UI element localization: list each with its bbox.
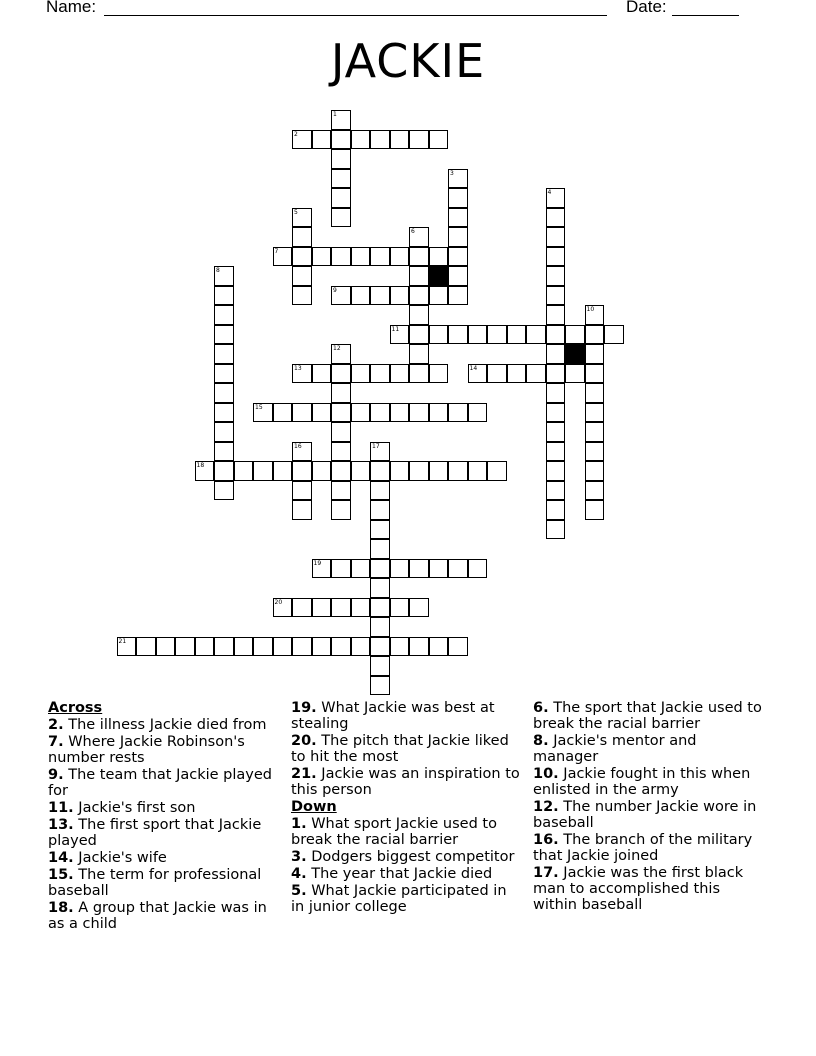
grid-cell[interactable]	[331, 188, 351, 208]
grid-cell[interactable]	[214, 344, 234, 364]
grid-cell[interactable]	[370, 539, 390, 559]
grid-cell[interactable]	[468, 461, 488, 481]
grid-cell[interactable]	[351, 364, 371, 384]
cell-number: 16	[294, 442, 302, 450]
cell-number: 21	[118, 637, 127, 645]
grid-cell[interactable]	[546, 227, 566, 247]
grid-cell[interactable]	[370, 130, 390, 150]
grid-cell[interactable]	[331, 247, 351, 267]
grid-cell[interactable]	[448, 325, 468, 345]
grid-cell[interactable]	[331, 364, 351, 384]
cell-number: 8	[216, 267, 220, 274]
grid-cell[interactable]	[546, 500, 566, 520]
grid-cell[interactable]	[331, 500, 351, 520]
clue-down-3: 3. Dodgers biggest competitor	[291, 849, 515, 865]
grid-cell[interactable]	[331, 442, 351, 462]
grid-cell[interactable]	[351, 559, 371, 579]
grid-cell[interactable]	[546, 266, 566, 286]
grid-cell[interactable]	[448, 208, 468, 228]
grid-cell[interactable]	[370, 676, 390, 696]
grid-cell[interactable]	[409, 325, 429, 345]
clue-column-2	[291, 700, 521, 916]
grid-cell[interactable]	[214, 403, 234, 423]
grid-cell[interactable]	[351, 637, 371, 657]
grid-cell[interactable]	[312, 637, 332, 657]
grid-cell[interactable]	[507, 325, 527, 345]
cell-number: 14	[469, 364, 478, 372]
grid-cell[interactable]	[409, 598, 429, 618]
grid-cell[interactable]	[351, 598, 371, 618]
grid-cell[interactable]	[351, 461, 371, 481]
grid-cell[interactable]	[331, 481, 351, 501]
clue-across-11: 11. Jackie's first son	[48, 800, 196, 816]
clue-down-16: 16. The branch of the military that Jackie joined	[533, 832, 753, 864]
grid-cell[interactable]	[585, 461, 605, 481]
grid-cell[interactable]	[331, 461, 351, 481]
grid-cell[interactable]	[292, 500, 312, 520]
page-title: JACKIE	[330, 34, 486, 88]
grid-cell[interactable]	[448, 286, 468, 306]
grid-cell[interactable]	[370, 403, 390, 423]
grid-cell[interactable]	[409, 130, 429, 150]
grid-cell[interactable]	[370, 637, 390, 657]
clue-across-21: 21. Jackie was an inspiration to this person	[291, 766, 520, 798]
grid-cell[interactable]	[546, 422, 566, 442]
grid-cell[interactable]	[351, 286, 371, 306]
grid-cell[interactable]	[448, 461, 468, 481]
grid-cell[interactable]	[214, 422, 234, 442]
grid-cell[interactable]	[390, 247, 410, 267]
grid-cell[interactable]	[214, 637, 234, 657]
grid-cell[interactable]	[390, 130, 410, 150]
clue-down-1: 1. What sport Jackie used to break the racial barrier	[291, 816, 497, 848]
grid-cell[interactable]	[214, 461, 234, 481]
clue-across-15: 15. The term for professional baseball	[48, 867, 262, 899]
grid-cell[interactable]	[448, 227, 468, 247]
grid-cell[interactable]	[390, 559, 410, 579]
grid-cell[interactable]	[409, 403, 429, 423]
grid-cell[interactable]	[214, 286, 234, 306]
grid-cell[interactable]	[292, 227, 312, 247]
cell-number: 2	[294, 130, 298, 138]
grid-cell[interactable]	[487, 325, 507, 345]
grid-cell[interactable]	[429, 286, 449, 306]
grid-cell[interactable]	[351, 247, 371, 267]
cell-number: 17	[372, 442, 380, 450]
clue-down-6: 6. The sport that Jackie used to break the racial barrier	[533, 700, 762, 732]
grid-cell[interactable]	[331, 637, 351, 657]
grid-cell[interactable]	[370, 364, 390, 384]
grid-cell[interactable]	[448, 403, 468, 423]
grid-cell[interactable]	[292, 637, 312, 657]
grid-cell[interactable]	[429, 403, 449, 423]
grid-cell[interactable]	[448, 188, 468, 208]
cell-number: 7	[274, 247, 279, 255]
grid-cell[interactable]	[546, 364, 566, 384]
clue-across-9: 9. The team that Jackie played for	[48, 767, 272, 799]
clue-across-14: 14. Jackie's wife	[48, 850, 167, 866]
grid-cell[interactable]	[429, 325, 449, 345]
clue-down-4: 4. The year that Jackie died	[291, 866, 493, 882]
grid-cell[interactable]	[156, 637, 176, 657]
grid-cell[interactable]	[448, 637, 468, 657]
grid-cell[interactable]	[546, 461, 566, 481]
grid-cell[interactable]	[331, 422, 351, 442]
grid-cell[interactable]	[331, 403, 351, 423]
grid-cell[interactable]	[370, 656, 390, 676]
grid-cell[interactable]	[331, 383, 351, 403]
grid-cell[interactable]	[429, 130, 449, 150]
grid-cell[interactable]	[370, 559, 390, 579]
black-cell	[429, 266, 449, 286]
cell-number: 12	[333, 345, 341, 352]
grid-cell[interactable]	[409, 344, 429, 364]
grid-cell[interactable]	[234, 461, 254, 481]
grid-cell[interactable]	[409, 266, 429, 286]
clue-across-2: 2. The illness Jackie died from	[48, 717, 267, 733]
cell-number: 20	[274, 598, 283, 606]
grid-cell[interactable]	[585, 403, 605, 423]
grid-cell[interactable]	[331, 169, 351, 189]
name-label: Name:	[46, 0, 97, 16]
clue-across-19: 19. What Jackie was best at stealing	[291, 700, 495, 732]
grid-cell[interactable]	[604, 325, 624, 345]
grid-cell[interactable]	[585, 325, 605, 345]
grid-cell[interactable]	[429, 247, 449, 267]
grid-cell[interactable]	[292, 403, 312, 423]
grid-cell[interactable]	[585, 383, 605, 403]
grid-cell[interactable]	[370, 500, 390, 520]
grid-cell[interactable]	[390, 403, 410, 423]
grid-cell[interactable]	[370, 286, 390, 306]
clue-down-17: 17. Jackie was the first black man to accomplished this within baseball	[533, 865, 744, 913]
cell-number: 15	[255, 403, 263, 411]
grid-cell[interactable]	[409, 286, 429, 306]
clue-down-8: 8. Jackie's mentor and manager	[533, 733, 697, 765]
grid-cell[interactable]	[448, 247, 468, 267]
grid-cell[interactable]	[370, 461, 390, 481]
grid-cell[interactable]	[585, 344, 605, 364]
grid-cell[interactable]	[292, 286, 312, 306]
grid-cell[interactable]	[390, 598, 410, 618]
grid-cell[interactable]	[585, 422, 605, 442]
grid-cell[interactable]	[253, 461, 273, 481]
grid-cell[interactable]	[292, 266, 312, 286]
grid-cell[interactable]	[429, 637, 449, 657]
grid-cell[interactable]	[526, 364, 546, 384]
grid-cell[interactable]	[273, 403, 293, 423]
grid-cell[interactable]	[409, 461, 429, 481]
grid-cell[interactable]	[585, 500, 605, 520]
cell-number: 11	[391, 325, 400, 333]
grid-cell[interactable]	[312, 403, 332, 423]
clue-across-20: 20. The pitch that Jackie liked to hit the most	[291, 733, 509, 765]
grid-cell[interactable]	[468, 403, 488, 423]
grid-cell[interactable]	[370, 578, 390, 598]
cell-number: 19	[313, 559, 322, 567]
grid-cell[interactable]	[214, 325, 234, 345]
date-label: Date:	[626, 0, 667, 16]
clue-down-5: 5. What Jackie participated in in junior college	[291, 883, 507, 915]
grid-cell[interactable]	[546, 325, 566, 345]
grid-cell[interactable]	[585, 364, 605, 384]
grid-cell[interactable]	[370, 520, 390, 540]
grid-cell[interactable]	[429, 461, 449, 481]
grid-cell[interactable]	[390, 286, 410, 306]
grid-cell[interactable]	[273, 461, 293, 481]
grid-cell[interactable]	[546, 520, 566, 540]
grid-cell[interactable]	[390, 637, 410, 657]
grid-cell[interactable]	[448, 559, 468, 579]
grid-cell[interactable]	[214, 481, 234, 501]
grid-cell[interactable]	[214, 305, 234, 325]
down-heading: Down	[291, 799, 337, 815]
across-heading: Across	[48, 700, 103, 716]
grid-cell[interactable]	[546, 305, 566, 325]
grid-cell[interactable]	[546, 403, 566, 423]
grid-cell[interactable]	[331, 149, 351, 169]
clue-column-3	[533, 700, 765, 914]
grid-cell[interactable]	[409, 247, 429, 267]
grid-cell[interactable]	[409, 305, 429, 325]
cell-number: 9	[333, 286, 337, 294]
cell-number: 18	[196, 462, 205, 469]
grid-cell[interactable]	[546, 344, 566, 364]
grid-cell[interactable]	[312, 247, 332, 267]
grid-cell[interactable]	[546, 286, 566, 306]
grid-cell[interactable]	[175, 637, 195, 657]
cell-number: 4	[547, 189, 552, 196]
cell-number: 1	[333, 111, 337, 118]
grid-cell[interactable]	[136, 637, 156, 657]
clue-across-18: 18. A group that Jackie was in as a child	[48, 900, 267, 932]
grid-cell[interactable]	[526, 325, 546, 345]
grid-cell[interactable]	[273, 637, 293, 657]
grid-cell[interactable]	[546, 247, 566, 267]
grid-cell[interactable]	[546, 208, 566, 228]
grid-cell[interactable]	[331, 559, 351, 579]
grid-cell[interactable]	[331, 598, 351, 618]
grid-cell[interactable]	[370, 598, 390, 618]
grid-cell[interactable]	[312, 130, 332, 150]
grid-cell[interactable]	[468, 325, 488, 345]
black-cell	[565, 344, 585, 364]
cell-number: 6	[411, 228, 415, 235]
grid-cell[interactable]	[370, 617, 390, 637]
grid-cell[interactable]	[214, 442, 234, 462]
grid-cell[interactable]	[409, 364, 429, 384]
grid-cell[interactable]	[351, 130, 371, 150]
grid-cell[interactable]	[390, 461, 410, 481]
grid-cell[interactable]	[370, 247, 390, 267]
grid-cell[interactable]	[468, 559, 488, 579]
grid-cell[interactable]	[234, 637, 254, 657]
grid-cell[interactable]	[429, 559, 449, 579]
clue-across-7: 7. Where Jackie Robinson's number rests	[48, 734, 245, 766]
grid-cell[interactable]	[546, 442, 566, 462]
grid-cell[interactable]	[429, 364, 449, 384]
grid-cell[interactable]	[448, 266, 468, 286]
grid-cell[interactable]	[253, 637, 273, 657]
grid-cell[interactable]	[507, 364, 527, 384]
grid-cell[interactable]	[312, 461, 332, 481]
grid-cell[interactable]	[292, 598, 312, 618]
cell-number: 3	[450, 169, 454, 177]
grid-cell[interactable]	[370, 481, 390, 501]
clue-column-1	[48, 700, 276, 933]
grid-cell[interactable]	[487, 364, 507, 384]
grid-cell[interactable]	[351, 403, 371, 423]
grid-cell[interactable]	[292, 481, 312, 501]
grid-cell[interactable]	[487, 461, 507, 481]
cell-number: 10	[586, 306, 595, 313]
grid-cell[interactable]	[195, 637, 215, 657]
grid-cell[interactable]	[409, 637, 429, 657]
grid-cell[interactable]	[390, 364, 410, 384]
grid-cell[interactable]	[585, 481, 605, 501]
grid-cell[interactable]	[214, 383, 234, 403]
grid-cell[interactable]	[214, 364, 234, 384]
grid-cell[interactable]	[546, 383, 566, 403]
grid-cell[interactable]	[312, 364, 332, 384]
grid-cell[interactable]	[585, 442, 605, 462]
grid-cell[interactable]	[409, 559, 429, 579]
cell-number: 5	[294, 208, 298, 216]
clue-across-13: 13. The first sport that Jackie played	[48, 817, 262, 849]
grid-cell[interactable]	[331, 130, 351, 150]
grid-cell[interactable]	[312, 598, 332, 618]
grid-cell[interactable]	[565, 364, 585, 384]
grid-cell[interactable]	[292, 461, 312, 481]
clue-down-10: 10. Jackie fought in this when enlisted in the army	[533, 766, 751, 798]
grid-cell[interactable]	[546, 481, 566, 501]
grid-cell[interactable]	[292, 247, 312, 267]
grid-cell[interactable]	[565, 325, 585, 345]
cell-number: 13	[294, 364, 302, 372]
grid-cell[interactable]	[331, 208, 351, 228]
clue-down-12: 12. The number Jackie wore in baseball	[533, 799, 757, 831]
